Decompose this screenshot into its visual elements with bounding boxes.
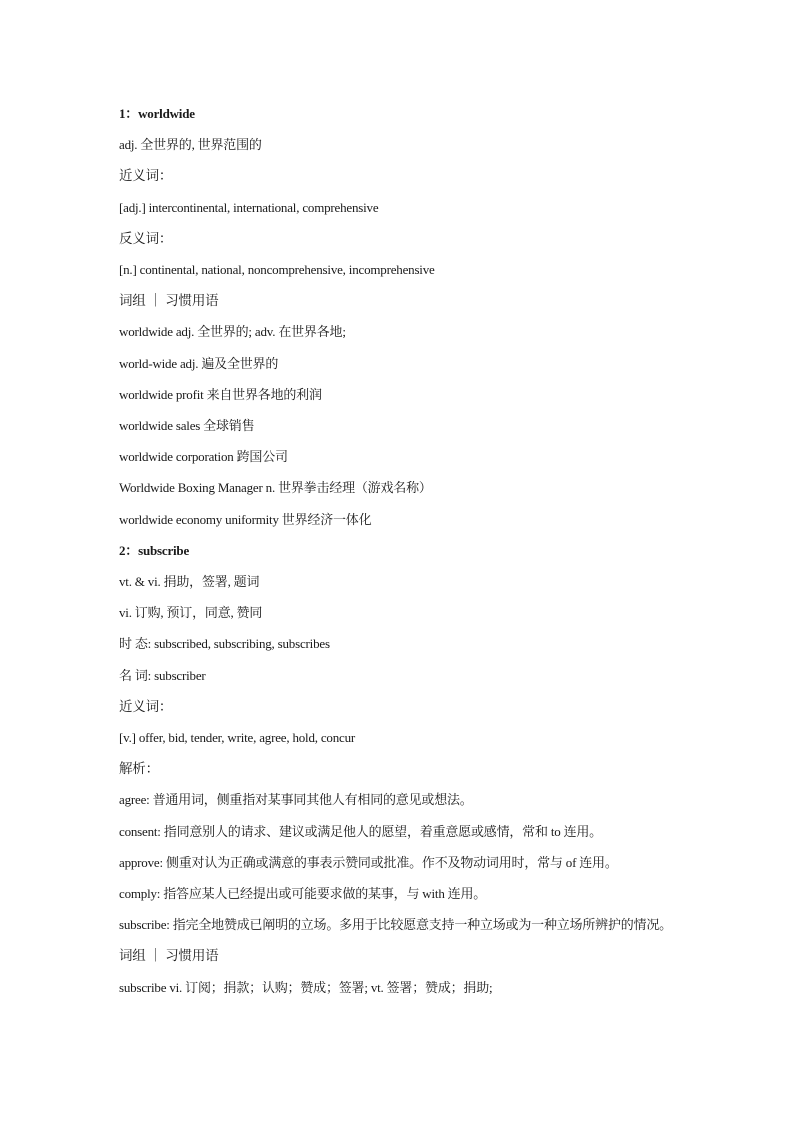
phrase-line: Worldwide Boxing Manager n. 世界拳击经理（游戏名称） — [119, 480, 432, 496]
phrases-label: 词组 ｜ 习惯用语 — [119, 948, 219, 964]
phrase-line: worldwide adj. 全世界的; adv. 在世界各地; — [119, 324, 346, 340]
analysis-line: subscribe: 指完全地赞成已阐明的立场。多用于比较愿意支持一种立场或为一种立场所辨护的情况。 — [119, 917, 672, 933]
synonyms-list: [v.] offer, bid, tender, write, agree, hold, concur — [119, 730, 356, 746]
antonyms-label: 反义词： — [119, 230, 173, 246]
phrase-line: subscribe vi. 订阅；捐款；认购；赞成；签署; vt. 签署；赞成；捐助; — [119, 979, 493, 995]
definition-line: vt. & vi. 捐助，签署, 题词 — [119, 574, 260, 590]
document-body — [119, 98, 679, 1003]
noun-line: 名 词: subscriber — [119, 667, 206, 683]
synonyms-label: 近义词： — [119, 168, 173, 184]
analysis-line: comply: 指答应某人已经提出或可能要求做的某事，与 with 连用。 — [119, 886, 487, 902]
antonyms-list: [n.] continental, national, noncomprehensive, incomprehensive — [119, 262, 435, 278]
entry-heading-subscribe: 2：subscribe — [119, 542, 190, 558]
tense-line: 时 态: subscribed, subscribing, subscribes — [119, 636, 330, 652]
entry-heading-worldwide: 1：worldwide — [119, 106, 195, 121]
definition-line: adj. 全世界的, 世界范围的 — [119, 137, 262, 153]
synonyms-label: 近义词： — [119, 698, 173, 714]
phrase-line: world-wide adj. 遍及全世界的 — [119, 355, 279, 371]
phrase-line: worldwide corporation 跨国公司 — [119, 449, 288, 465]
analysis-line: agree: 普通用词，侧重指对某事同其他人有相同的意见或想法。 — [119, 792, 473, 808]
analysis-line: approve: 侧重对认为正确或满意的事表示赞同或批准。作不及物动词用时，常与 of 连用。 — [119, 854, 618, 870]
synonyms-list: [adj.] intercontinental, international, comprehensive — [119, 199, 379, 215]
definition-line: vi. 订购, 预订，同意, 赞同 — [119, 605, 263, 621]
phrase-line: worldwide profit 来自世界各地的利润 — [119, 386, 322, 402]
phrase-line: worldwide economy uniformity 世界经济一体化 — [119, 511, 372, 527]
analysis-line: consent: 指同意别人的请求、建议或满足他人的愿望，着重意愿或感情，常和 to 连用。 — [119, 823, 602, 839]
phrases-label: 词组 ｜ 习惯用语 — [119, 293, 219, 309]
analysis-label: 解析： — [119, 761, 159, 777]
phrase-line: worldwide sales 全球销售 — [119, 418, 255, 434]
